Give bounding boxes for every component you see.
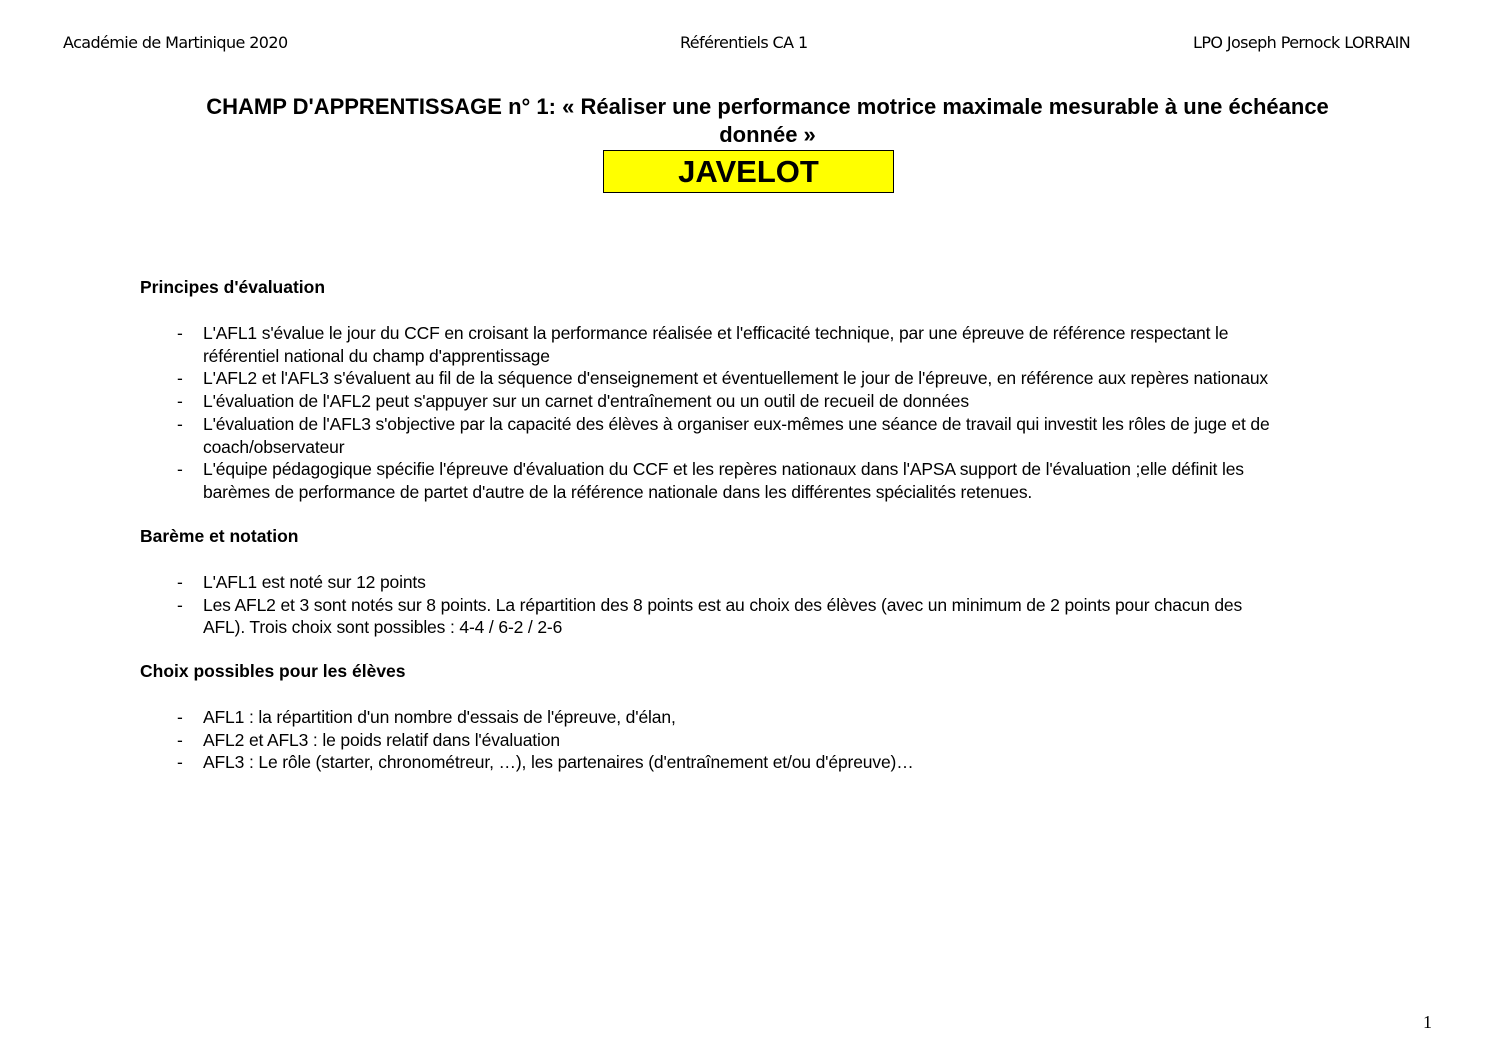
list-item-text: coach/observateur <box>203 436 345 457</box>
list-item-text: AFL2 et AFL3 : le poids relatif dans l'évaluation <box>203 729 560 750</box>
bullet-dash: - <box>177 413 183 434</box>
title-line-2: donnée » <box>719 122 816 147</box>
header-left: Académie de Martinique 2020 <box>63 33 288 52</box>
bullet-dash: - <box>177 323 183 343</box>
header-right: LPO Joseph Pernock LORRAIN <box>1193 33 1411 52</box>
header-center: Référentiels CA 1 <box>680 33 808 52</box>
activity-banner: JAVELOT <box>603 150 894 193</box>
bullet-dash: - <box>177 594 183 615</box>
title-line-1: CHAMP D'APPRENTISSAGE n° 1: « Réaliser une performance motrice maximale mesurable à une échéance <box>206 94 1329 119</box>
bullet-dash: - <box>177 752 183 773</box>
page-number: 1 <box>1423 1012 1432 1032</box>
bullet-dash: - <box>177 572 183 592</box>
list-item-text: L'AFL1 est noté sur 12 points <box>203 572 426 592</box>
list-item-text: Les AFL2 et 3 sont notés sur 8 points. La répartition des 8 points est au choix des élèves (avec un minimum de 2 points pour chacun des <box>203 594 1243 615</box>
section-heading: Barème et notation <box>140 526 299 546</box>
section-heading: Choix possibles pour les élèves <box>140 661 406 681</box>
list-item-text: L'AFL1 s'évalue le jour du CCF en croisant la performance réalisée et l'efficacité technique, par une épreuve de référence respectant le <box>203 323 1229 343</box>
list-item-text: référentiel national du champ d'apprentissage <box>203 345 550 366</box>
bullet-dash: - <box>177 459 183 480</box>
list-item-text: AFL). Trois choix sont possibles : 4-4 / 6-2 / 2-6 <box>203 617 563 638</box>
list-item-text: barèmes de performance de partet d'autre de la référence nationale dans les différentes spécialités retenues. <box>203 481 1033 502</box>
list-item-text: L'AFL2 et l'AFL3 s'évaluent au fil de la séquence d'enseignement et éventuellement le jour de l'épreuve, en référence aux repères nationaux <box>203 368 1269 389</box>
list-item-text: AFL1 : la répartition d'un nombre d'essais de l'épreuve, d'élan, <box>203 707 676 727</box>
section-heading: Principes d'évaluation <box>140 277 326 297</box>
bullet-dash: - <box>177 368 183 389</box>
list-item-text: L'évaluation de l'AFL3 s'objective par la capacité des élèves à organiser eux-mêmes une séance de travail qui investit les rôles de juge et de <box>203 413 1270 434</box>
bullet-dash: - <box>177 707 183 727</box>
list-item-text: L'équipe pédagogique spécifie l'épreuve d'évaluation du CCF et les repères nationaux dans l'APSA support de l'évaluation ;elle définit les <box>203 459 1244 480</box>
list-item-text: L'évaluation de l'AFL2 peut s'appuyer sur un carnet d'entraînement ou un outil de recueil de données <box>203 391 969 412</box>
bullet-dash: - <box>177 391 183 412</box>
bullet-dash: - <box>177 729 183 750</box>
list-item-text: AFL3 : Le rôle (starter, chronométreur, …), les partenaires (d'entraînement et/ou d'épreuve)… <box>203 752 914 773</box>
